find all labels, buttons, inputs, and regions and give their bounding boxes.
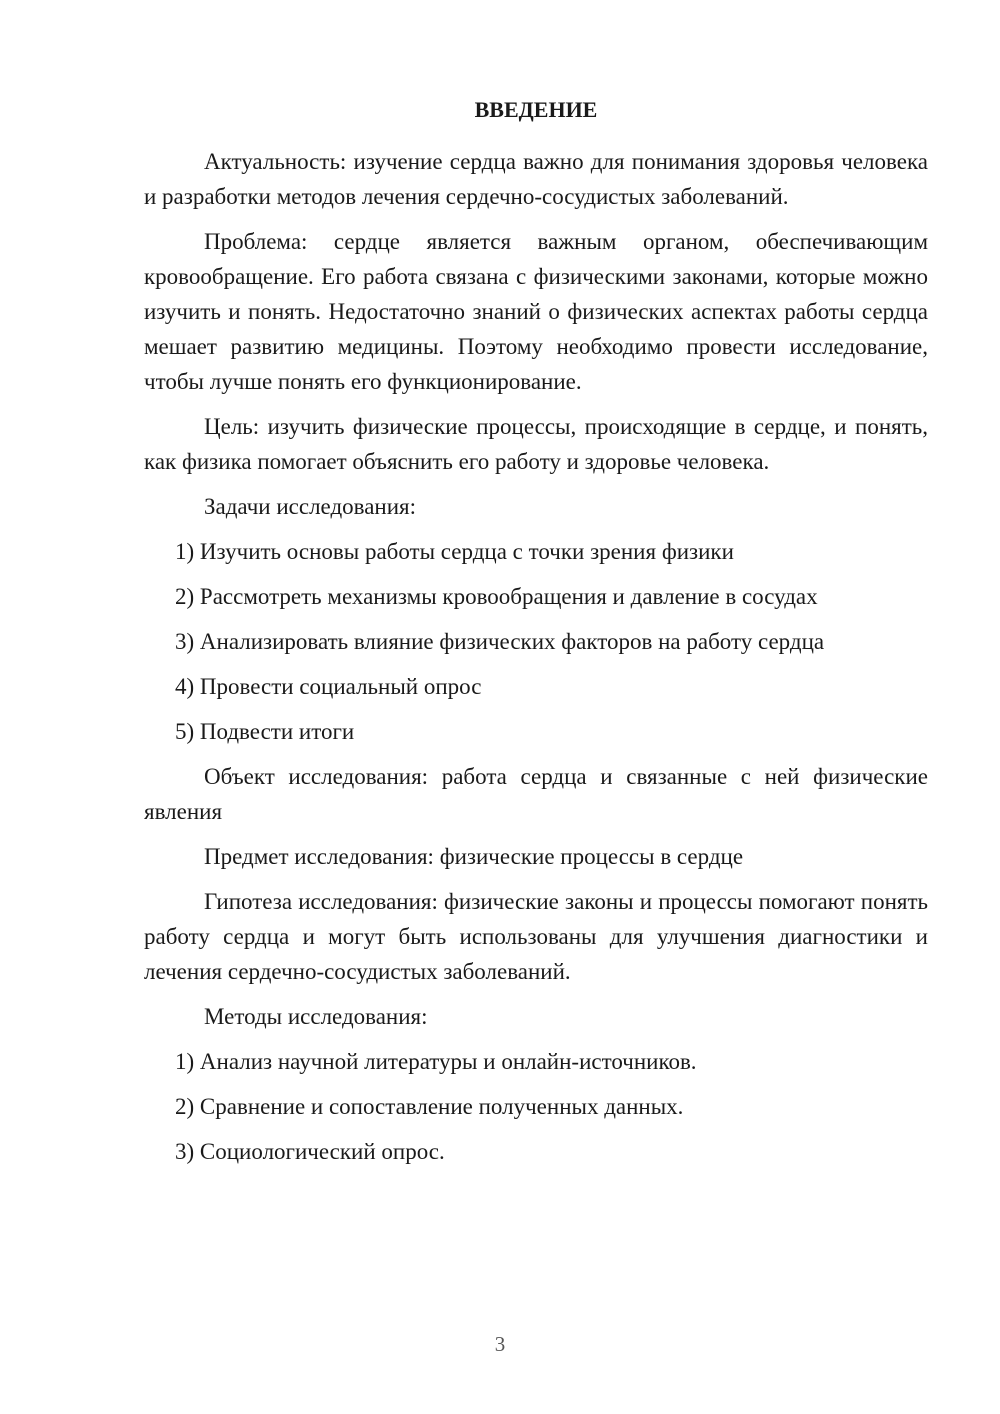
object-paragraph: Объект исследования: работа сердца и связанные с ней физические явления [144,764,928,824]
hypothesis-paragraph: Гипотеза исследования: физические законы и процессы помогают понять работу сердца и могут быть использованы для улучшения диагностики и лечения сердечно-сосудистых заболеваний. [144,889,928,984]
methods-heading: Методы исследования: [204,1004,428,1029]
document-body [144,95,928,1179]
actuality-paragraph: Актуальность: изучение сердца важно для понимания здоровья человека и разработки методов лечения сердечно-сосудистых заболеваний. [144,149,928,209]
subject-paragraph: Предмет исследования: физические процессы в сердце [204,844,744,869]
method-item: 2) Сравнение и сопоставление полученных данных. [175,1094,684,1119]
page-title: ВВЕДЕНИЕ [474,97,598,122]
task-item: 2) Рассмотреть механизмы кровообращения и давление в сосудах [175,584,818,609]
task-item: 5) Подвести итоги [175,719,355,744]
problem-paragraph: Проблема: сердце является важным органом, обеспечивающим кровообращение. Его работа связана с физическими законами, которые можно изучить и понять. Недостаточно знаний о физических аспектах работы сердца мешает развитию медицины. Поэтому необходимо провести исследование, чтобы лучше понять его функционирование. [144,229,928,394]
method-item: 3) Социологический опрос. [175,1139,445,1164]
tasks-heading: Задачи исследования: [204,494,417,519]
goal-paragraph: Цель: изучить физические процессы, происходящие в сердце, и понять, как физика помогает объяснить его работу и здоровье человека. [144,414,928,474]
task-item: 3) Анализировать влияние физических факторов на работу сердца [175,629,825,654]
task-item: 1) Изучить основы работы сердца с точки зрения физики [175,539,734,564]
method-item: 1) Анализ научной литературы и онлайн-источников. [175,1049,697,1074]
task-item: 4) Провести социальный опрос [175,674,482,699]
page-number: 3 [494,1332,506,1356]
